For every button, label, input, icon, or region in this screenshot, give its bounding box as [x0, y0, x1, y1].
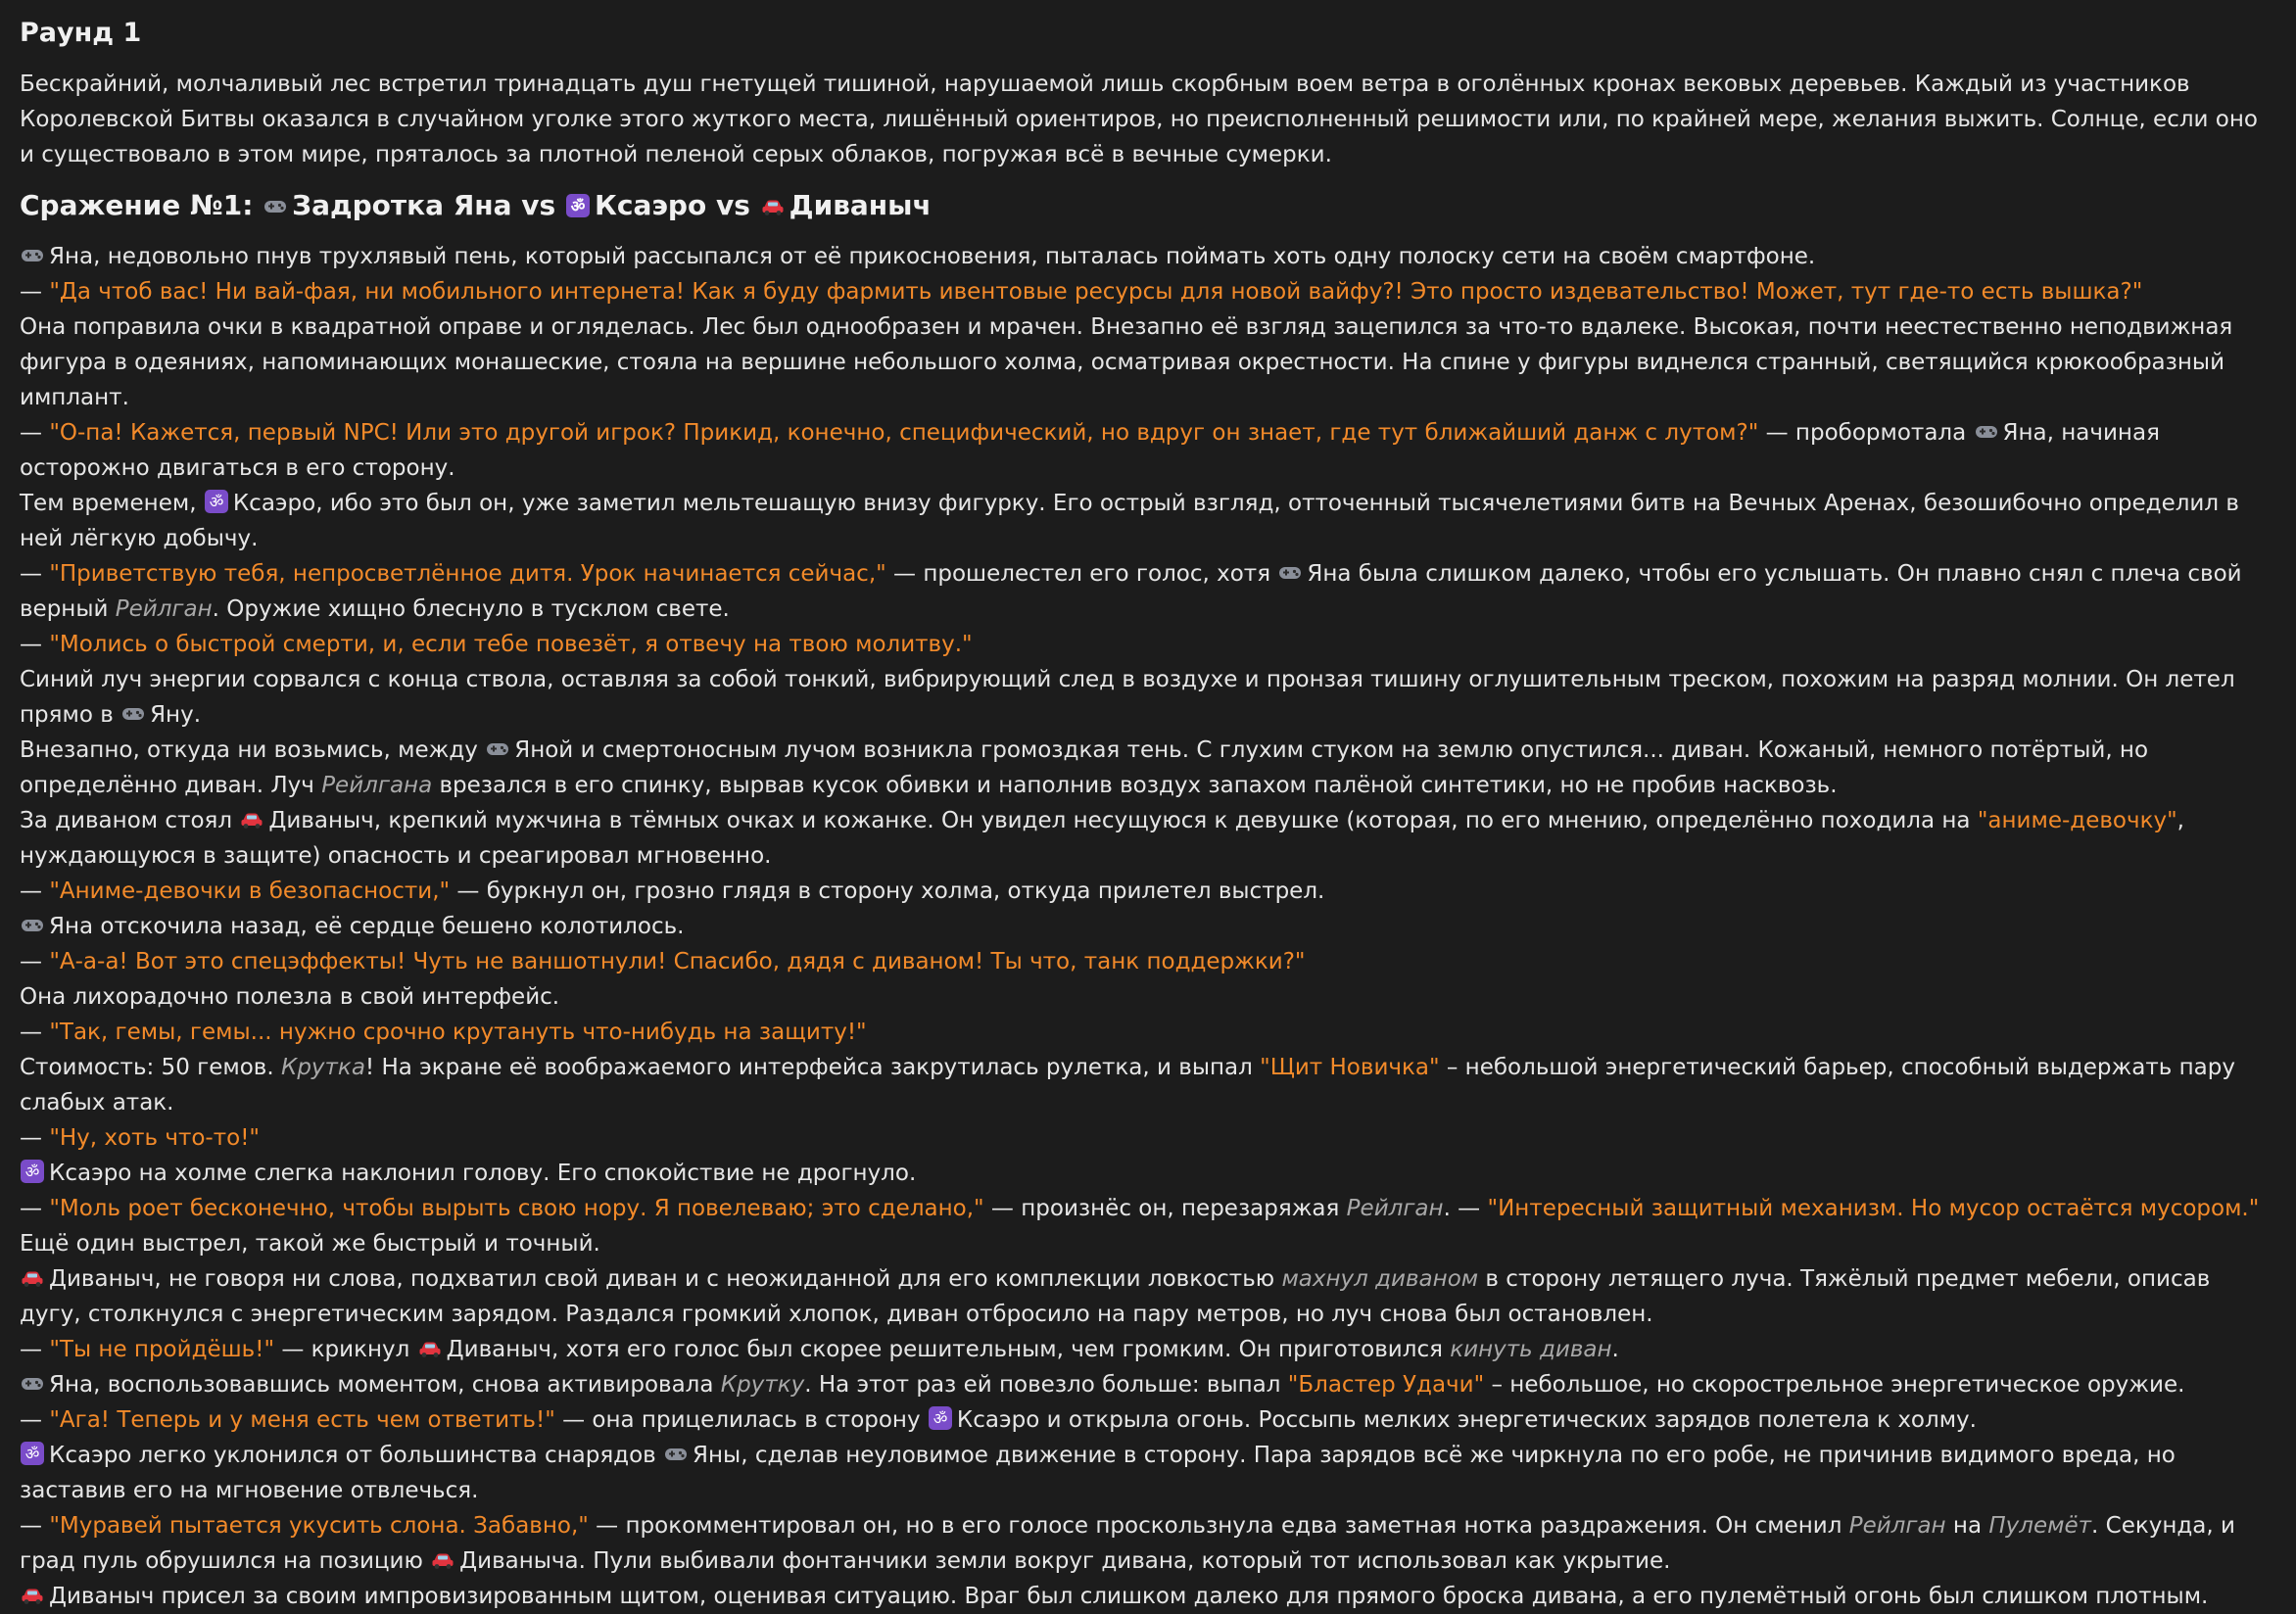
gamepad-icon [20, 242, 45, 267]
narration-text: — прокомментировал он, но в его голосе проскользнула едва заметная нотка раздражения. Он сменил [588, 1513, 1849, 1539]
quote-text: "Ты не пройдёшь!" [49, 1337, 275, 1362]
quote-text: "Бластер Удачи" [1287, 1372, 1485, 1398]
narration-text: Диваныч, хотя его голос был скорее решительным, чем громким. Он приготовился [446, 1337, 1451, 1362]
story-paragraph [20, 1508, 2278, 1579]
narration-text: — она прицелилась в сторону [554, 1407, 928, 1433]
story-paragraph [20, 556, 2278, 627]
red-car-icon [239, 806, 264, 831]
battle-participant-2: Ксаэро [594, 189, 707, 221]
narration-text: Ксаэро на холме слегка наклонил голову. Его спокойствие не дрогнуло. [49, 1161, 917, 1186]
narration-text: , нуждающуюся в защите) опасность и среагировал мгновенно. [20, 808, 2184, 869]
battle-vs-2: vs [715, 189, 750, 221]
narration-text: врезался в его спинку, вырвав кусок обивки и наполнив воздух запахом палёной синтетики, но не пробив насквозь. [432, 773, 1838, 798]
gamepad-icon [663, 1441, 689, 1466]
narration-text: Ещё один выстрел, такой же быстрый и точный. [20, 1231, 600, 1257]
quote-text: "Моль роет бесконечно, чтобы вырыть свою нору. Я повелеваю; это сделано," [49, 1196, 984, 1221]
narration-text: — [20, 632, 50, 657]
narration-text: Яна, воспользовавшись моментом, снова активировала [49, 1372, 721, 1398]
om-symbol-icon [204, 489, 229, 514]
quote-text: "Так, гемы, гемы... нужно срочно крутануть что-нибудь на защиту!" [49, 1020, 867, 1045]
story-paragraph [20, 1120, 2278, 1156]
quote-text: "Щит Новичка" [1260, 1055, 1440, 1080]
narration-text: Стоимость: 50 гемов. [20, 1055, 281, 1080]
story-paragraph [20, 803, 2278, 874]
narration-text: — [20, 1513, 50, 1539]
gamepad-icon [20, 1370, 45, 1396]
narration-text: — [20, 279, 50, 305]
battle-prefix: Сражение №1: [20, 189, 254, 221]
narration-text: Яна была слишком далеко, чтобы его услышать. Он плавно снял с плеча свой верный [20, 561, 2242, 622]
narration-text: За диваном стоял [20, 808, 240, 833]
narration-text: Она поправила очки в квадратной оправе и огляделась. Лес был однообразен и мрачен. Внезапно её взгляд зацепился за что-то вдалеке. Высокая, почти неестественно неподвижная фигура в одеяниях, напоминающих монашеские, стояла на вершине небольшого холма, осматривая окрестности. На спине у фигуры виднелся странный, светящийся крюкообразный имплант. [20, 314, 2233, 410]
svg-text:ॐ: ॐ [24, 1445, 40, 1463]
narration-text: – небольшой энергетический барьер, способный выдержать пару слабых атак. [20, 1055, 2235, 1116]
narration-text: — [20, 1407, 50, 1433]
quote-text: "А-а-а! Вот это спецэффекты! Чуть не ваншотнули! Спасибо, дядя с диваном! Ты что, танк поддержки?" [49, 949, 1306, 974]
emphasis-text: Пулемёт [1988, 1513, 2092, 1539]
svg-text:ॐ: ॐ [24, 1163, 40, 1181]
quote-text: "Да чтоб вас! Ни вай-фая, ни мобильного интернета! Как я буду фармить ивентовые ресурсы для новой вайфу?! Это просто издевательство! Может, тут где-то есть вышка?" [49, 279, 2143, 305]
story-paragraph [20, 274, 2278, 309]
narration-text: Ксаэро, ибо это был он, уже заметил мельтешащую внизу фигурку. Его острый взгляд, отточенный тысячелетиями битв на Вечных Аренах, безошибочно определил в ней лёгкую добычу. [20, 491, 2239, 551]
narration-text: Яной и смертоносным лучом возникла громоздкая тень. С глухим стуком на землю опустился... диван. Кожаный, немного потёртый, но определённо диван. Луч [20, 737, 2149, 798]
round-title: Раунд 1 [20, 18, 142, 48]
story-paragraph [20, 239, 2278, 274]
emphasis-text: кинуть диван [1450, 1337, 1612, 1362]
narration-text: на [1945, 1513, 1989, 1539]
narration-text: Диваныч присел за своим импровизированным щитом, оценивая ситуацию. Враг был слишком далеко для прямого броска дивана, а его пулемётный огонь был слишком плотным. [49, 1584, 2209, 1609]
narration-text: . — [1443, 1196, 1488, 1221]
story-paragraph [20, 1050, 2278, 1120]
narration-text: Яна, недовольно пнув трухлявый пень, который рассыпался от её прикосновения, пыталась поймать хоть одну полоску сети на своём смартфоне. [49, 244, 1816, 269]
emphasis-text: Крутку [720, 1372, 805, 1398]
svg-text:ॐ: ॐ [933, 1409, 948, 1428]
gamepad-icon [1277, 559, 1303, 585]
narration-text: — прошелестел его голос, хотя [885, 561, 1278, 587]
red-car-icon [760, 193, 786, 218]
narration-text: — [20, 420, 50, 446]
emphasis-text: Крутка [280, 1055, 365, 1080]
battle-title [20, 182, 2278, 229]
om-symbol-icon [20, 1441, 45, 1466]
story-body [20, 239, 2278, 1614]
story-paragraph [20, 627, 2278, 662]
emphasis-text: Рейлган [1848, 1513, 1946, 1539]
story-paragraph [20, 1226, 2278, 1261]
om-symbol-icon [928, 1405, 953, 1431]
narration-text: Диваныча. Пули выбивали фонтанчики земли вокруг дивана, который тот использовал как укрытие. [459, 1548, 1671, 1574]
quote-text: "О-па! Кажется, первый NPC! Или это другой игрок? Прикид, конечно, специфический, но вдруг он знает, где тут ближайший данж с лутом?" [49, 420, 1759, 446]
battle-participant-1: Задротка Яна [292, 189, 512, 221]
narration-text: Она лихорадочно полезла в свой интерфейс. [20, 984, 560, 1010]
story-paragraph [20, 944, 2278, 979]
story-paragraph [20, 309, 2278, 415]
quote-text: "Приветствую тебя, непросветлённое дитя. Урок начинается сейчас," [49, 561, 886, 587]
svg-text:ॐ: ॐ [209, 493, 224, 511]
story-paragraph [20, 1438, 2278, 1508]
battle-vs-1: vs [521, 189, 556, 221]
emphasis-text: махнул диваном [1281, 1266, 1479, 1292]
story-paragraph [20, 1015, 2278, 1050]
red-car-icon [417, 1335, 443, 1360]
narration-text: Внезапно, откуда ни возьмись, между [20, 737, 486, 763]
quote-text: "Интересный защитный механизм. Но мусор остаётся мусором." [1487, 1196, 2260, 1221]
narration-text: — [20, 1125, 50, 1151]
narration-text: Диваныч, не говоря ни слова, подхватил свой диван и с неожиданной для его комплекции ловкостью [49, 1266, 1282, 1292]
emphasis-text: Рейлган [115, 596, 213, 622]
om-symbol-icon [565, 193, 591, 218]
narration-text: Тем временем, [20, 491, 204, 516]
quote-text: "аниме-девочку" [1977, 808, 2177, 833]
narration-text: — [20, 878, 50, 904]
narration-text: Ксаэро легко уклонился от большинства снарядов [49, 1443, 664, 1468]
narration-text: — [20, 1020, 50, 1045]
gamepad-icon [120, 700, 146, 726]
story-paragraph [20, 1156, 2278, 1191]
narration-text: Яны, сделав неуловимое движение в сторону. Пара зарядов всё же чиркнула по его робе, не причинив видимого вреда, но заставив его на мгновение отвлечься. [20, 1443, 2176, 1503]
gamepad-icon [1974, 418, 1999, 444]
gamepad-icon [485, 736, 510, 761]
story-paragraph [20, 874, 2278, 909]
story-paragraph [20, 909, 2278, 944]
story-paragraph [20, 662, 2278, 733]
story-paragraph [20, 733, 2278, 803]
story-paragraph [20, 1261, 2278, 1332]
story-paragraph [20, 1332, 2278, 1367]
story-paragraph [20, 415, 2278, 486]
gamepad-icon [20, 912, 45, 937]
narration-text: — [20, 1196, 50, 1221]
narration-text: — буркнул он, грозно глядя в сторону холма, откуда прилетел выстрел. [450, 878, 1325, 904]
story-paragraph [20, 979, 2278, 1015]
story-paragraph [20, 1367, 2278, 1402]
narration-text: . На этот раз ей повезло больше: выпал [804, 1372, 1288, 1398]
gamepad-icon [263, 193, 288, 218]
narration-text: Яну. [150, 702, 202, 728]
quote-text: "Ага! Теперь и у меня есть чем ответить!" [49, 1407, 555, 1433]
quote-text: "Ну, хоть что-то!" [49, 1125, 260, 1151]
narration-text: — [20, 561, 50, 587]
narration-text: — пробормотала [1758, 420, 1974, 446]
quote-text: "Муравей пытается укусить слона. Забавно," [49, 1513, 589, 1539]
narration-text: ! На экране её воображаемого интерфейса закрутилась рулетка, и выпал [364, 1055, 1261, 1080]
battle-participant-3: Диваныч [789, 189, 932, 221]
story-paragraph [20, 486, 2278, 556]
story-paragraph [20, 1579, 2278, 1614]
narration-text: — [20, 949, 50, 974]
story-paragraph [20, 1402, 2278, 1438]
narration-text: . [1611, 1337, 1619, 1362]
narration-text: — [20, 1337, 50, 1362]
narration-text: Диваныч, крепкий мужчина в тёмных очках и кожанке. Он увидел несущуюся к девушке (которая, по его мнению, определённо походила на [268, 808, 1978, 833]
narration-text: — крикнул [274, 1337, 417, 1362]
narration-text: . Секунда, и град пуль обрушился на позицию [20, 1513, 2235, 1574]
narration-text: . Оружие хищно блеснуло в тусклом свете. [212, 596, 730, 622]
emphasis-text: Рейлгана [321, 773, 433, 798]
quote-text: "Молись о быстрой смерти, и, если тебе повезёт, я отвечу на твою молитву." [49, 632, 973, 657]
red-car-icon [20, 1582, 45, 1607]
red-car-icon [20, 1264, 45, 1290]
quote-text: "Аниме-девочки в безопасности," [49, 878, 451, 904]
intro-paragraph: Бескрайний, молчаливый лес встретил тринадцать душ гнетущей тишиной, нарушаемой лишь скорбным воем ветра в оголённых кронах вековых деревьев. Каждый из участников Королевской Битвы оказался в случайном уголке этого жуткого места, лишённый ориентиров, но преисполненный решимости или, по крайней мере, желания выжить. Солнце, если оно и существовало в этом мире, пряталось за плотной пеленой серых облаков, погружая всё в вечные сумерки. [20, 71, 2258, 167]
narration-text: в сторону летящего луча. Тяжёлый предмет мебели, описав дугу, столкнулся с энергетическим зарядом. Раздался громкий хлопок, диван отбросило на пару метров, но луч снова был остановлен. [20, 1266, 2211, 1327]
narration-text: Яна, начиная осторожно двигаться в его сторону. [20, 420, 2160, 481]
narration-text: Ксаэро и открыла огонь. Россыпь мелких энергетических зарядов полетела к холму. [956, 1407, 1977, 1433]
story-paragraph [20, 1191, 2278, 1226]
narration-text: Синий луч энергии сорвался с конца ствола, оставляя за собой тонкий, вибрирующий след в воздухе и пронзая тишину оглушительным треском, похожим на разряд молнии. Он летел прямо в [20, 667, 2235, 728]
narration-text: – небольшое, но скорострельное энергетическое оружие. [1484, 1372, 2185, 1398]
svg-text:ॐ: ॐ [570, 197, 586, 215]
emphasis-text: Рейлган [1346, 1196, 1444, 1221]
narration-text: Яна отскочила назад, её сердце бешено колотилось. [49, 914, 685, 939]
narration-text: — произнёс он, перезаряжая [983, 1196, 1347, 1221]
om-symbol-icon [20, 1159, 45, 1184]
red-car-icon [430, 1546, 455, 1572]
